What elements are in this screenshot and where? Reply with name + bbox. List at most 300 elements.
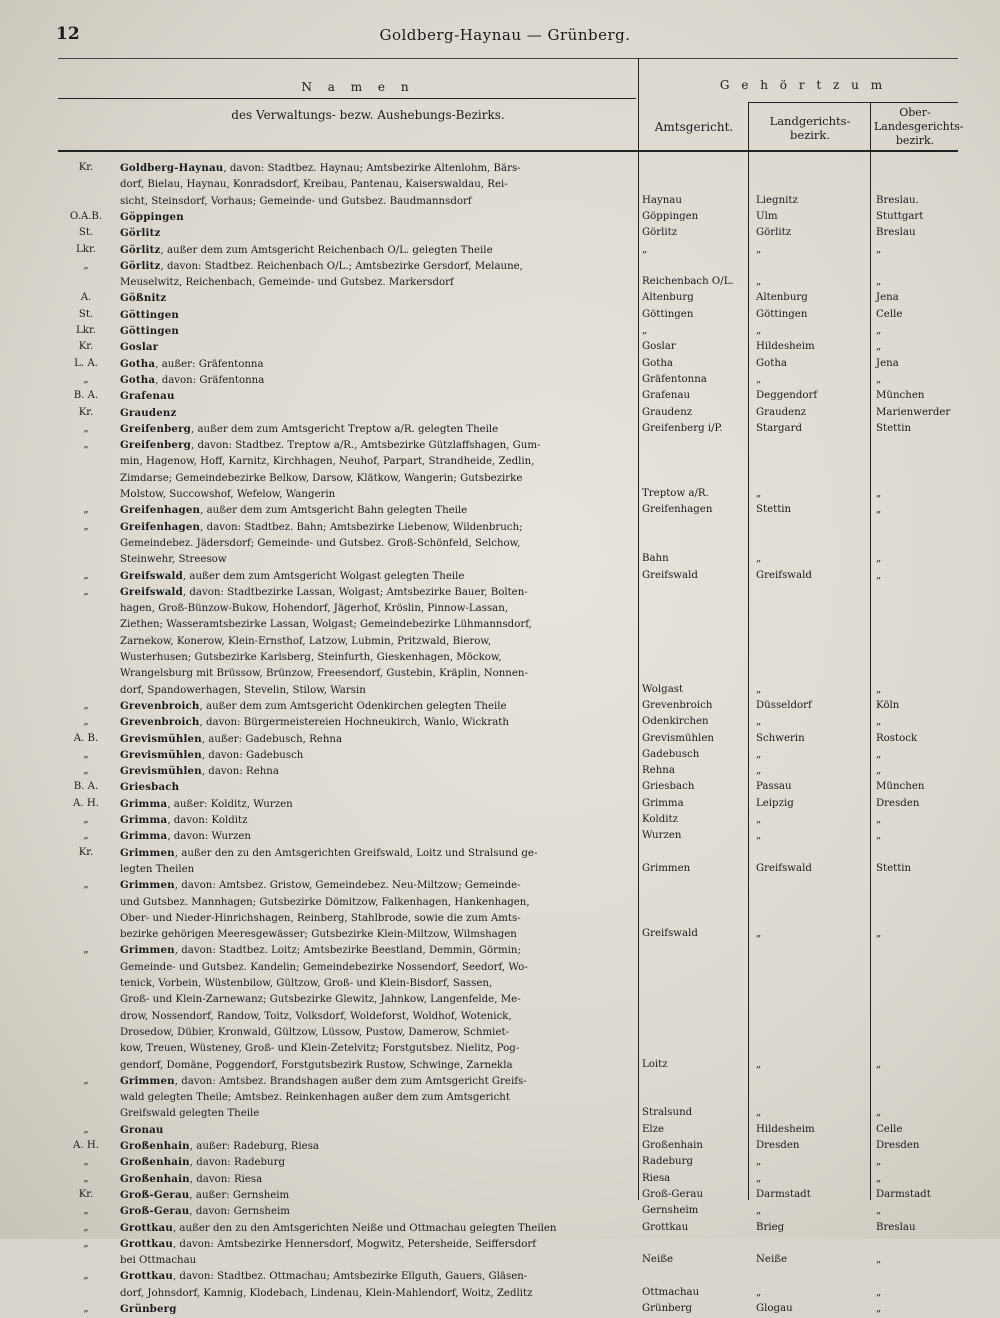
table-row xyxy=(58,339,958,355)
landgericht-cell: Stargard xyxy=(756,422,803,434)
district-name: Gößnitz xyxy=(120,292,167,305)
district-description xyxy=(120,1040,636,1057)
oberlandesgericht-cell: Stettin xyxy=(876,422,912,434)
oberlandesgericht-cell: „ xyxy=(876,1156,882,1168)
district-description xyxy=(120,910,636,927)
district-details: , außer: Gadebusch, Rehna xyxy=(201,733,343,745)
landgericht-cell: Göttingen xyxy=(756,308,808,320)
table-row xyxy=(58,1301,958,1317)
amtsgericht-cell: Grafenau xyxy=(642,390,691,402)
district-details: dorf, Spandowerhagen, Stevelin, Stilow, Warsin xyxy=(120,684,366,696)
landgericht-cell: Greifswald xyxy=(756,862,812,874)
amtsgericht-cell: Gotha xyxy=(642,357,674,369)
landgericht-cell: „ xyxy=(756,1286,762,1298)
district-description xyxy=(120,176,636,193)
oberlandesgericht-cell: „ xyxy=(876,569,882,581)
district-details: , davon: Stadtbez. Reichenbach O/L.; Amtsbezirke Gersdorf, Melaune, xyxy=(160,260,523,272)
district-details: hagen, Groß-Bünzow-Bukow, Hohendorf, Jägerhof, Kröslin, Pinnow-Lassan, xyxy=(120,603,509,615)
header-namen: N a m e n xyxy=(301,80,415,94)
district-description xyxy=(120,307,636,324)
oberlandesgericht-cell: Dresden xyxy=(876,797,920,809)
district-kind: „ xyxy=(83,1303,89,1314)
district-kind: „ xyxy=(83,1123,89,1135)
oberlandesgericht-cell: „ xyxy=(876,1172,882,1184)
district-details: , außer dem zum Amtsgericht Wolgast gelegten Theile xyxy=(182,570,465,582)
amtsgericht-cell: Ottmachau xyxy=(642,1286,700,1298)
district-description xyxy=(120,372,636,389)
landgericht-cell: „ xyxy=(756,1172,762,1184)
district-kind: „ xyxy=(83,504,89,516)
table-row xyxy=(58,779,958,795)
table-row xyxy=(58,290,958,306)
district-name: Grimmen xyxy=(120,879,175,892)
table-row xyxy=(58,1285,958,1301)
oberlandesgericht-cell: „ xyxy=(876,325,882,336)
table-row xyxy=(58,160,958,176)
district-description xyxy=(120,584,636,601)
table-row xyxy=(58,926,958,942)
district-name: Grafenau xyxy=(120,390,175,403)
district-details: , davon: Gräfentonna xyxy=(155,374,265,386)
district-description xyxy=(120,1154,636,1171)
district-description xyxy=(120,290,636,307)
table-row xyxy=(58,1252,958,1268)
amtsgericht-cell: Altenburg xyxy=(642,292,694,304)
oberlandesgericht-cell: „ xyxy=(876,504,882,516)
district-description xyxy=(120,535,636,552)
district-details: , außer den zu den Amtsgerichten Greifswald, Loitz und Stralsund ge- xyxy=(174,847,538,859)
oberlandesgericht-cell: Marienwerder xyxy=(876,406,951,418)
page-header xyxy=(40,20,970,50)
amtsgericht-cell: Greifswald xyxy=(642,928,698,940)
district-details: Gemeinde- und Gutsbez. Kandelin; Gemeindebezirke Nossendorf, Seedorf, Wo- xyxy=(120,961,528,973)
table-row xyxy=(58,502,958,518)
district-kind: „ xyxy=(83,520,89,532)
landgericht-cell: Altenburg xyxy=(756,292,808,304)
amtsgericht-cell: Treptow a/R. xyxy=(642,488,709,499)
district-name: Göttingen xyxy=(120,308,179,321)
table-row xyxy=(58,796,958,812)
table-row xyxy=(58,1236,958,1252)
district-description xyxy=(120,1268,636,1285)
district-description xyxy=(120,1122,636,1139)
table-row xyxy=(58,828,958,844)
district-details: Drosedow, Dübier, Kronwald, Gültzow, Lüssow, Pustow, Damerow, Schmiet- xyxy=(120,1026,510,1038)
table-row xyxy=(58,307,958,323)
landgericht-cell: „ xyxy=(756,243,762,255)
district-details: Zimdarse; Gemeindebezirke Belkow, Darsow, Klätkow, Wangerin; Gutsbezirke xyxy=(120,472,523,484)
district-name: Greifenberg xyxy=(120,439,191,452)
district-description xyxy=(120,812,636,829)
landgericht-cell: „ xyxy=(756,814,762,825)
landgericht-cell: „ xyxy=(756,765,762,777)
landgericht-cell: Glogau xyxy=(756,1303,793,1314)
table-row xyxy=(58,176,958,192)
district-description xyxy=(120,1089,636,1106)
table-row xyxy=(58,942,958,958)
district-description xyxy=(120,274,636,291)
district-description xyxy=(120,877,636,894)
district-kind: „ xyxy=(83,1074,89,1086)
oberlandesgericht-cell: „ xyxy=(876,1107,882,1119)
district-details: Gemeindebez. Jädersdorf; Gemeinde- und Gutsbez. Groß-Schönfeld, Selchow, xyxy=(120,537,521,549)
amtsgericht-cell: Groß-Gerau xyxy=(642,1188,704,1200)
district-description xyxy=(120,1301,636,1318)
district-name: Greifenhagen xyxy=(120,520,201,533)
district-description xyxy=(120,845,636,862)
district-description xyxy=(120,942,636,959)
table-row xyxy=(58,959,958,975)
district-name: Grünberg xyxy=(120,1303,177,1315)
header-gehoert: G e h ö r t z u m xyxy=(719,78,887,92)
district-description xyxy=(120,731,636,748)
district-description xyxy=(120,568,636,585)
district-description xyxy=(120,861,636,878)
oberlandesgericht-cell: „ xyxy=(876,243,882,255)
table-row xyxy=(58,682,958,698)
district-details: Ober- und Nieder-Hinrichshagen, Reinberg, Stahlbrode, sowie die zum Amts- xyxy=(120,912,521,924)
district-name: Griesbach xyxy=(120,781,180,794)
table-row xyxy=(58,975,958,991)
district-description xyxy=(120,1105,636,1122)
table-row xyxy=(58,1220,958,1236)
district-details: Ziethen; Wasseramtsbezirke Lassan, Wolgast; Gemeindebezirke Lühmannsdorf, xyxy=(120,619,532,631)
district-description xyxy=(120,323,636,340)
district-kind: A. xyxy=(80,292,92,304)
amtsgericht-cell: Loitz xyxy=(642,1058,668,1070)
amtsgericht-cell: Wolgast xyxy=(642,683,684,695)
landgericht-cell: Stettin xyxy=(756,504,792,516)
table-row xyxy=(58,649,958,665)
district-description xyxy=(120,193,636,210)
table-row xyxy=(58,568,958,584)
district-kind: „ xyxy=(83,814,89,825)
district-description xyxy=(120,1057,636,1074)
district-name: Grevismühlen xyxy=(120,732,202,745)
district-details: , außer dem zum Amtsgericht Reichenbach O/L. gelegten Theile xyxy=(160,244,493,256)
district-description xyxy=(120,1008,636,1025)
district-description xyxy=(120,779,636,796)
landgericht-cell: „ xyxy=(756,488,762,499)
amtsgericht-cell: Gernsheim xyxy=(642,1205,699,1217)
district-kind: „ xyxy=(83,699,89,711)
district-description xyxy=(120,453,636,470)
oberlandesgericht-cell: Breslau xyxy=(876,227,916,239)
district-description xyxy=(120,633,636,650)
district-description xyxy=(120,339,636,356)
table-row xyxy=(58,225,958,241)
landgericht-cell: „ xyxy=(756,928,762,940)
district-kind: „ xyxy=(83,1221,89,1233)
table-row xyxy=(58,584,958,600)
landgericht-cell: Gotha xyxy=(756,357,788,369)
table-row xyxy=(58,209,958,225)
district-description xyxy=(120,1171,636,1188)
district-details: , außer: Gräfentonna xyxy=(155,358,264,370)
oberlandesgericht-cell: „ xyxy=(876,488,882,499)
district-kind: A. H. xyxy=(73,797,99,809)
district-kind: A. B. xyxy=(73,732,99,744)
landgericht-cell: „ xyxy=(756,553,762,565)
table-row xyxy=(58,1138,958,1154)
amtsgericht-cell: Haynau xyxy=(642,194,682,206)
district-kind: „ xyxy=(83,373,89,385)
district-details: , davon: Gadebusch xyxy=(201,749,304,761)
amtsgericht-cell: Göppingen xyxy=(642,210,699,222)
amtsgericht-cell: Griesbach xyxy=(642,781,695,793)
district-name: Goldberg-Haynau xyxy=(120,162,224,174)
oberlandesgericht-cell: Köln xyxy=(876,699,900,711)
table-row xyxy=(58,242,958,258)
table-row xyxy=(58,1105,958,1121)
district-description xyxy=(120,894,636,911)
district-details: , außer: Gernsheim xyxy=(189,1189,290,1201)
oberlandesgericht-cell: „ xyxy=(876,814,882,825)
oberlandesgericht-cell: Breslau xyxy=(876,1221,916,1233)
district-kind: „ xyxy=(83,1172,89,1184)
table-row xyxy=(58,1171,958,1187)
table-row xyxy=(58,698,958,714)
table-row xyxy=(58,193,958,209)
oberlandesgericht-cell: Rostock xyxy=(876,732,918,744)
district-details: , davon: Stadtbez. Loitz; Amtsbezirke Beestland, Demmin, Görmin; xyxy=(174,945,521,957)
district-name: Greifswald xyxy=(120,569,183,582)
amtsgericht-cell: Greifswald xyxy=(642,569,698,581)
table-row xyxy=(58,1187,958,1203)
district-name: Großenhain xyxy=(120,1156,190,1169)
district-kind: „ xyxy=(83,765,89,777)
amtsgericht-cell: Graudenz xyxy=(642,406,693,418)
oberlandesgericht-cell: Breslau. xyxy=(876,194,919,206)
district-description xyxy=(120,959,636,976)
district-kind: „ xyxy=(83,259,89,271)
district-kind: B. A. xyxy=(73,781,99,793)
oberlandesgericht-cell: „ xyxy=(876,373,882,385)
district-details: Molstow, Succowshof, Wefelow, Wangerin xyxy=(120,489,336,500)
table-row xyxy=(58,1024,958,1040)
amtsgericht-cell: Greifenhagen xyxy=(642,504,713,516)
landgericht-cell: „ xyxy=(756,373,762,385)
district-details: legten Theilen xyxy=(120,863,195,875)
amtsgericht-cell: „ xyxy=(642,325,648,336)
district-details: , außer: Radeburg, Riesa xyxy=(189,1141,320,1152)
district-details: Steinwehr, Streesow xyxy=(120,554,227,566)
district-name: Großenhain xyxy=(120,1172,190,1185)
oberlandesgericht-cell: „ xyxy=(876,928,882,940)
district-description xyxy=(120,405,636,422)
landgericht-cell: Görlitz xyxy=(756,227,792,239)
district-details: , davon: Stadtbez. Treptow a/R., Amtsbezirke Gützlaffshagen, Gum- xyxy=(191,440,541,452)
landgericht-cell: „ xyxy=(756,1156,762,1168)
table-row xyxy=(58,747,958,763)
amtsgericht-cell: Grevismühlen xyxy=(642,732,714,744)
district-name: Groß-Gerau xyxy=(120,1205,190,1218)
landgericht-cell: Düsseldorf xyxy=(756,699,812,711)
oberlandesgericht-cell: „ xyxy=(876,1205,882,1217)
district-description xyxy=(120,1187,636,1204)
district-name: Grottkau xyxy=(120,1270,173,1283)
district-details: , davon: Amtsbez. Brandshagen außer dem zum Amtsgericht Greifs- xyxy=(174,1075,527,1087)
table-row xyxy=(58,877,958,893)
district-kind: „ xyxy=(83,944,89,956)
district-description xyxy=(120,1203,636,1220)
district-details: , außer dem zum Amtsgericht Bahn gelegten Theile xyxy=(200,505,468,517)
district-details: , außer: Kolditz, Wurzen xyxy=(167,798,293,810)
district-details: , davon: Stadtbezirke Lassan, Wolgast; Amtsbezirke Bauer, Bolten- xyxy=(182,586,528,598)
oberlandesgericht-cell: „ xyxy=(876,765,882,777)
district-kind: „ xyxy=(83,439,89,451)
district-kind: „ xyxy=(83,1270,89,1282)
table-row xyxy=(58,845,958,861)
oberlandesgericht-cell: Celle xyxy=(876,1123,903,1135)
district-name: Goslar xyxy=(120,341,159,354)
district-details: , davon: Stadtbez. Bahn; Amtsbezirke Liebenow, Wildenbruch; xyxy=(200,521,523,533)
district-kind: „ xyxy=(83,748,89,760)
table-row xyxy=(58,1089,958,1105)
district-name: Grimmen xyxy=(120,1074,175,1087)
district-description xyxy=(120,502,636,519)
table-row xyxy=(58,1122,958,1138)
table-row xyxy=(58,616,958,632)
landgericht-cell: Neiße xyxy=(756,1254,788,1266)
district-name: Görlitz xyxy=(120,243,161,256)
district-description xyxy=(120,747,636,764)
district-description xyxy=(120,388,636,405)
district-kind: „ xyxy=(83,569,89,581)
district-details: bezirke gehörigen Meeresgewässer; Gutsbezirke Klein-Miltzow, Wilmshagen xyxy=(120,929,517,941)
district-details: bei Ottmachau xyxy=(120,1255,197,1267)
table-row xyxy=(58,1203,958,1219)
table-row xyxy=(58,470,958,486)
district-kind: „ xyxy=(83,1156,89,1168)
district-name: Göttingen xyxy=(120,325,179,337)
landgericht-cell: Hildesheim xyxy=(756,341,815,353)
running-title: Goldberg-Haynau — Grünberg. xyxy=(379,26,631,44)
district-details: Greifswald gelegten Theile xyxy=(120,1108,260,1120)
header-bottom-rule xyxy=(58,150,958,152)
district-description xyxy=(120,551,636,568)
landgericht-cell: Graudenz xyxy=(756,406,807,418)
table-row xyxy=(58,405,958,421)
district-description xyxy=(120,258,636,275)
district-name: Grimma xyxy=(120,830,168,843)
amtsgericht-cell: Großenhain xyxy=(642,1140,703,1151)
district-description xyxy=(120,665,636,682)
amtsgericht-cell: Görlitz xyxy=(642,227,678,239)
jurisdiction-table xyxy=(58,58,964,1315)
table-row xyxy=(58,633,958,649)
amtsgericht-cell: Odenkirchen xyxy=(642,716,709,728)
table-row xyxy=(58,486,958,502)
district-kind: L. A. xyxy=(74,357,98,369)
gehoert-divider xyxy=(748,102,958,103)
amtsgericht-cell: Riesa xyxy=(642,1172,671,1184)
district-name: Grimmen xyxy=(120,846,175,859)
district-description xyxy=(120,519,636,536)
district-details: Groß- und Klein-Zarnewanz; Gutsbezirke Glewitz, Jahnkow, Langenfelde, Me- xyxy=(120,994,521,1006)
table-row xyxy=(58,1268,958,1284)
district-name: Grimma xyxy=(120,814,168,826)
district-name: Groß-Gerau xyxy=(120,1188,190,1201)
district-details: , davon: Riesa xyxy=(189,1173,263,1185)
district-details: , außer dem zum Amtsgericht Odenkirchen gelegten Theile xyxy=(199,700,507,712)
district-details: dorf, Bielau, Haynau, Konradsdorf, Kreibau, Pantenau, Kaiserswaldau, Rei- xyxy=(120,179,508,191)
district-name: Grimma xyxy=(120,797,168,810)
district-name: Gotha xyxy=(120,373,156,386)
amtsgericht-cell: Kolditz xyxy=(642,814,678,825)
district-details: drow, Nossendorf, Randow, Toitz, Volksdorf, Woldeforst, Woldhof, Wotenick, xyxy=(120,1010,512,1022)
amtsgericht-cell: Radeburg xyxy=(642,1156,694,1168)
oberlandesgericht-cell: „ xyxy=(876,341,882,353)
district-name: Grevismühlen xyxy=(120,748,202,761)
district-details: , außer dem zum Amtsgericht Treptow a/R. gelegten Theile xyxy=(191,423,499,435)
table-row xyxy=(58,910,958,926)
district-kind: St. xyxy=(78,308,94,320)
amtsgericht-cell: Bahn xyxy=(642,553,669,565)
oberlandesgericht-cell: „ xyxy=(876,1254,882,1266)
oberlandesgericht-cell: „ xyxy=(876,276,882,288)
amtsgericht-cell: Gadebusch xyxy=(642,748,700,760)
table-row xyxy=(58,519,958,535)
district-description xyxy=(120,1285,636,1302)
oberlandesgericht-cell: „ xyxy=(876,1303,882,1314)
oberlandesgericht-cell: Jena xyxy=(876,357,899,369)
header-oberlandesgericht: Ober-Landesgerichts-bezirk. xyxy=(874,106,964,147)
district-name: Graudenz xyxy=(120,406,177,419)
district-description xyxy=(120,682,636,699)
landgericht-cell: Liegnitz xyxy=(756,194,798,206)
landgericht-cell: Leipzig xyxy=(756,797,794,809)
oberlandesgericht-cell: Stettin xyxy=(876,862,912,874)
oberlandesgericht-cell: „ xyxy=(876,1058,882,1070)
amtsgericht-cell: Greifenberg i/P. xyxy=(642,422,723,434)
namen-divider xyxy=(58,98,636,99)
amtsgericht-cell: Göttingen xyxy=(642,308,694,320)
amtsgericht-cell: Wurzen xyxy=(642,830,682,842)
district-name: Grottkau xyxy=(120,1221,173,1234)
amtsgericht-cell: Grimma xyxy=(642,797,684,809)
landgericht-cell: Brieg xyxy=(756,1221,785,1233)
amtsgericht-cell: Elze xyxy=(642,1123,665,1135)
district-description xyxy=(120,209,636,226)
district-description xyxy=(120,470,636,487)
table-row xyxy=(58,861,958,877)
table-row xyxy=(58,812,958,828)
district-kind: „ xyxy=(83,422,89,434)
amtsgericht-cell: Reichenbach O/L. xyxy=(642,276,734,288)
district-name: Görlitz xyxy=(120,259,161,272)
amtsgericht-cell: Neiße xyxy=(642,1254,674,1266)
district-kind: „ xyxy=(83,585,89,597)
amtsgericht-cell: Goslar xyxy=(642,341,676,353)
oberlandesgericht-cell: „ xyxy=(876,748,882,760)
district-name: Großenhain xyxy=(120,1140,190,1152)
district-details: , davon: Wurzen xyxy=(167,831,251,843)
district-details: , davon: Kolditz xyxy=(167,815,248,826)
district-kind: Kr. xyxy=(78,846,94,858)
table-row xyxy=(58,551,958,567)
oberlandesgericht-cell: München xyxy=(876,390,925,402)
district-kind: „ xyxy=(83,1237,89,1249)
district-kind: „ xyxy=(83,879,89,891)
district-description xyxy=(120,926,636,943)
table-row xyxy=(58,421,958,437)
district-description xyxy=(120,437,636,454)
district-kind: „ xyxy=(83,1205,89,1217)
table-row xyxy=(58,535,958,551)
district-description xyxy=(120,1024,636,1041)
district-description xyxy=(120,486,636,503)
